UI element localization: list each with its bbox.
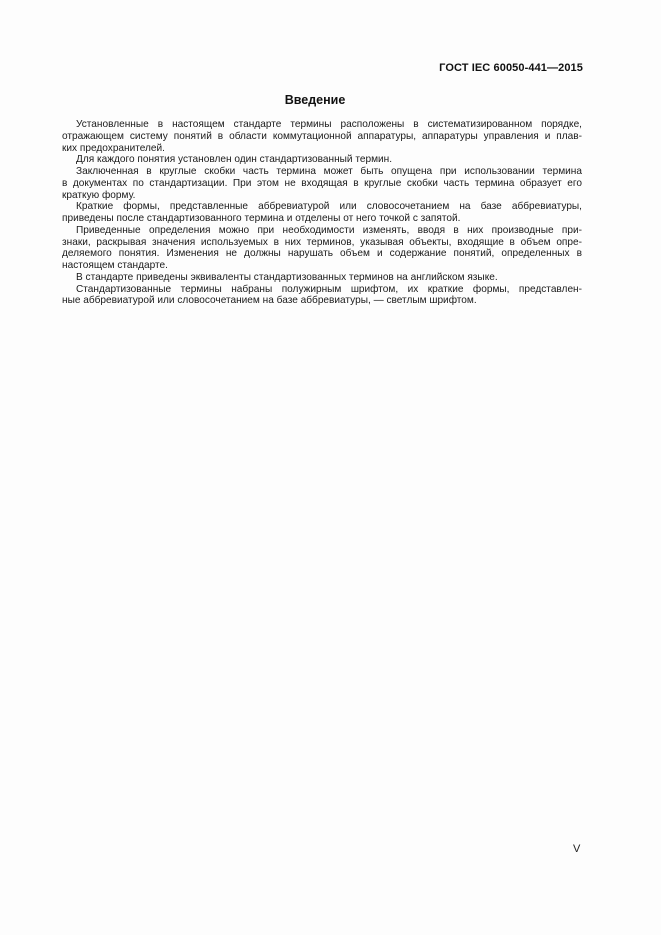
text-line: настоящем стандарте. bbox=[62, 260, 168, 271]
paragraph bbox=[62, 284, 582, 308]
paragraph bbox=[62, 272, 582, 284]
paragraph bbox=[62, 201, 582, 225]
text-line: приведены после стандартизованного термина и отделены от него точкой с запятой. bbox=[62, 213, 461, 224]
introduction-body bbox=[62, 119, 582, 307]
text-line: Установленные в настоящем стандарте термины расположены в систематизированном порядке, bbox=[76, 119, 582, 130]
text-line: ких предохранителей. bbox=[62, 142, 165, 154]
text-line: отражающем систему понятий в области коммутационной аппаратуры, аппаратуры управления и плав- bbox=[62, 130, 582, 142]
paragraph bbox=[62, 225, 582, 272]
text-line: Краткие формы, представленные аббревиатурой или словосочетанием на базе аббревиатуры, bbox=[76, 201, 582, 213]
text-line: знаки, раскрывая значения используемых в них терминов, указывая объекты, входящие в объем опре- bbox=[62, 236, 582, 248]
text-line: краткую форму. bbox=[62, 189, 136, 201]
text-line: в документах по стандартизации. При этом не входящая в круглые скобки часть термина образует его bbox=[62, 177, 582, 189]
text-line: Заключенная в круглые скобки часть термина может быть опущена при использовании термина bbox=[76, 166, 582, 177]
page-number: V bbox=[573, 843, 581, 855]
text-line: Стандартизованные термины набраны полужирным шрифтом, их краткие формы, представлен- bbox=[76, 283, 582, 295]
paragraph bbox=[62, 166, 582, 201]
text-line: В стандарте приведены эквиваленты стандартизованных терминов на английском языке. bbox=[76, 271, 498, 283]
paragraph bbox=[62, 154, 582, 166]
text-line: Приведенные определения можно при необходимости изменять, вводя в них производные при- bbox=[76, 224, 582, 236]
text-line: ные аббревиатурой или словосочетанием на базе аббревиатуры, — светлым шрифтом. bbox=[62, 295, 477, 307]
text-line: Для каждого понятия установлен один стандартизованный термин. bbox=[76, 154, 393, 166]
text-line: деляемого понятия. Изменения не должны нарушать объем и содержание понятий, определенных в bbox=[62, 248, 582, 260]
paragraph bbox=[62, 119, 582, 154]
section-title: Введение bbox=[284, 93, 346, 107]
standard-header: ГОСТ IEC 60050-441—2015 bbox=[439, 62, 583, 74]
